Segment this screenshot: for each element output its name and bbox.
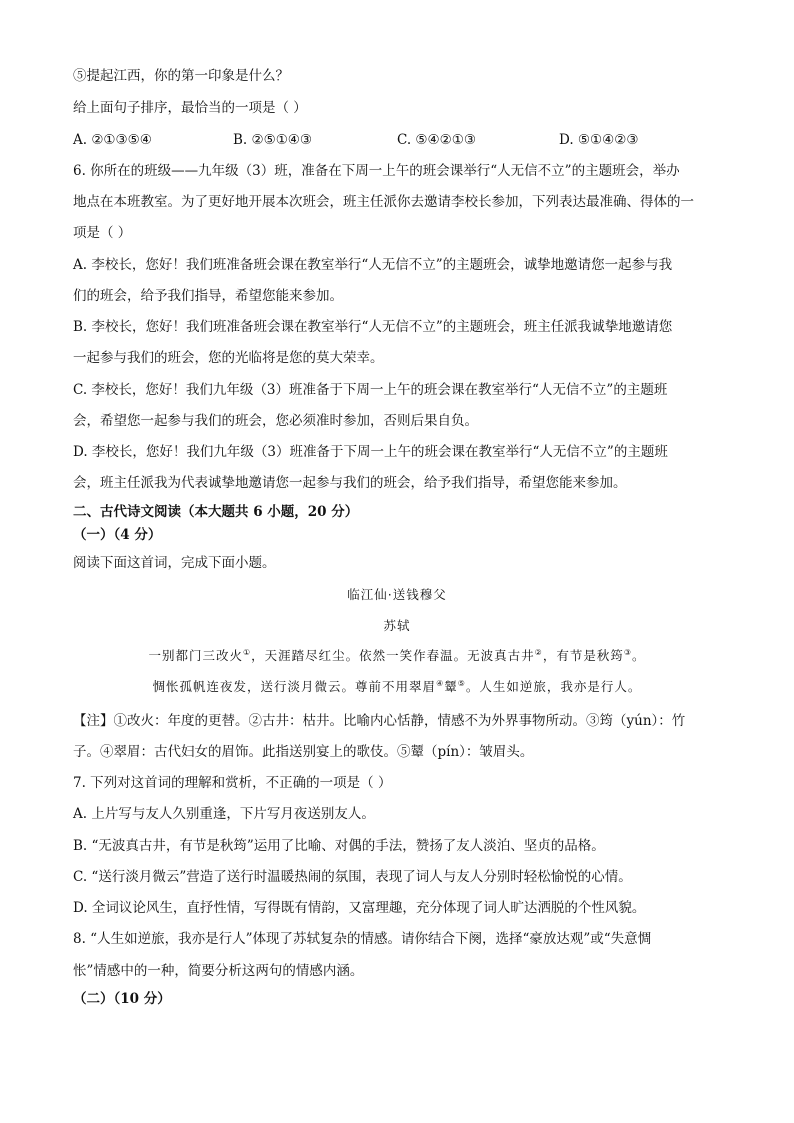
section-2-heading: 二、古代诗文阅读（本大题共 6 小题，20 分） [73,504,359,520]
option-c: C. ⑤④②①③ [397,132,476,148]
q8-stem-2: 怅”情感中的一种，简要分析这两句的情感内涵。 [73,963,364,979]
q7-stem: 7. 下列对这首词的理解和赏析，不正确的一项是（ ） [73,775,392,791]
q6-option-b-1: B. 李校长，您好！我们班准备班会课在教室举行“人无信不立”的主题班会，班主任派我诚挚地邀请您 [73,319,673,335]
reading-instruction: 阅读下面这首词，完成下面小题。 [73,555,276,571]
footnote-mark: ② [534,647,543,657]
footnote-mark: ③ [623,647,633,657]
poem-line-1-part: 。 [632,648,646,663]
subsection-1-heading: （一）（4 分） [73,527,162,543]
option-d: D. ⑤①④②③ [559,132,639,148]
q7-option-a: A. 上片写与友人久别重逢，下片写月夜送别友人。 [73,806,375,822]
poem-line-2-part: 颦 [444,679,458,694]
q6-option-d-2: 会，班主任派我为代表诚挚地邀请您一起参与我们的班会，给予我们指导，希望您能来参加。 [73,475,627,491]
annotation-1: 【注】①改火：年度的更替。②古井：枯井。比喻内心恬静，情感不为外界事物所动。③筠（yún）：竹 [73,713,686,729]
poem-line-1 [0,647,794,665]
option-b: B. ②⑤①④③ [233,132,313,148]
q6-option-c-2: 会，希望您一起参与我们的班会，您必须准时参加，否则后果自负。 [73,413,478,429]
q6-stem-2: 地点在本班教室。为了更好地开展本次班会，班主任派你去邀请李校长参加，下列表达最准确、得体的一 [73,194,694,210]
q6-option-c-1: C. 李校长，您好！我们九年级（3）班准备于下周一上午的班会课在教室举行“人无信不立”的主题班 [73,382,668,398]
poem-author: 苏轼 [383,618,411,633]
q7-option-d: D. 全词议论风生，直抒性情，写得既有情韵，又富理趣，充分体现了词人旷达洒脱的个性风貌。 [73,900,646,916]
q7-option-c: C. “送行淡月微云”营造了送行时温暖热闹的氛围，表现了词人与友人分别时轻松愉悦的心情。 [73,869,632,885]
poem-line-2-part: 。人生如逆旅，我亦是行人。 [465,679,642,694]
subsection-2-heading: （二）（10 分） [73,991,171,1007]
sort-question: 给上面句子排序，最恰当的一项是（ ） [73,100,307,116]
q6-stem-1: 6. 你所在的班级——九年级（3）班，准备在下周一上午的班会课举行“人无信不立”的主题班会，举办 [73,163,680,179]
q6-option-a-2: 们的班会，给予我们指导，希望您能来参加。 [73,288,343,304]
footnote-mark: ④ [436,678,445,688]
q6-option-b-2: 一起参与我们的班会，您的光临将是您的莫大荣幸。 [73,350,384,366]
poem-line-1-part: ，天涯踏尽红尘。依然一笑作春温。无波真古井 [251,648,535,663]
poem-line-2-part: 惆怅孤帆连夜发，送行淡月微云。尊前不用翠眉 [152,679,437,694]
q7-option-b: B. “无波真古井，有节是秋筠”运用了比喻、对偶的手法，赞扬了友人淡泊、坚贞的品格。 [73,838,605,854]
q6-option-d-1: D. 李校长，您好！我们九年级（3）班准备于下周一上午的班会课在教室举行“人无信不立”的主题班 [73,444,668,460]
q6-stem-3: 项是（ ） [73,225,132,241]
poem-line-1-part: 一别都门三改火 [148,648,243,663]
q8-stem-1: 8. “人生如逆旅，我亦是行人”体现了苏轼复杂的情感。请你结合下阕，选择“豪放达观”或“失意惆 [73,931,652,947]
footnote-mark: ① [242,647,252,657]
sort-options [73,130,723,150]
poem-line-2 [0,678,794,696]
poem-line-1-part: ，有节是秋筠 [542,648,624,663]
poem-title: 临江仙·送钱穆父 [347,587,447,602]
sentence-5: ⑤提起江西，你的第一印象是什么？ [73,68,289,84]
option-a: A. ②①③⑤④ [73,132,152,148]
q6-option-a-1: A. 李校长，您好！我们班准备班会课在教室举行“人无信不立”的主题班会，诚挚地邀请您一起参与我 [73,257,673,273]
annotation-2: 子。④翠眉：古代妇女的眉饰。此指送别宴上的歌伎。⑤颦（pín）：皱眉头。 [73,744,534,760]
footnote-mark: ⑤ [457,678,466,688]
